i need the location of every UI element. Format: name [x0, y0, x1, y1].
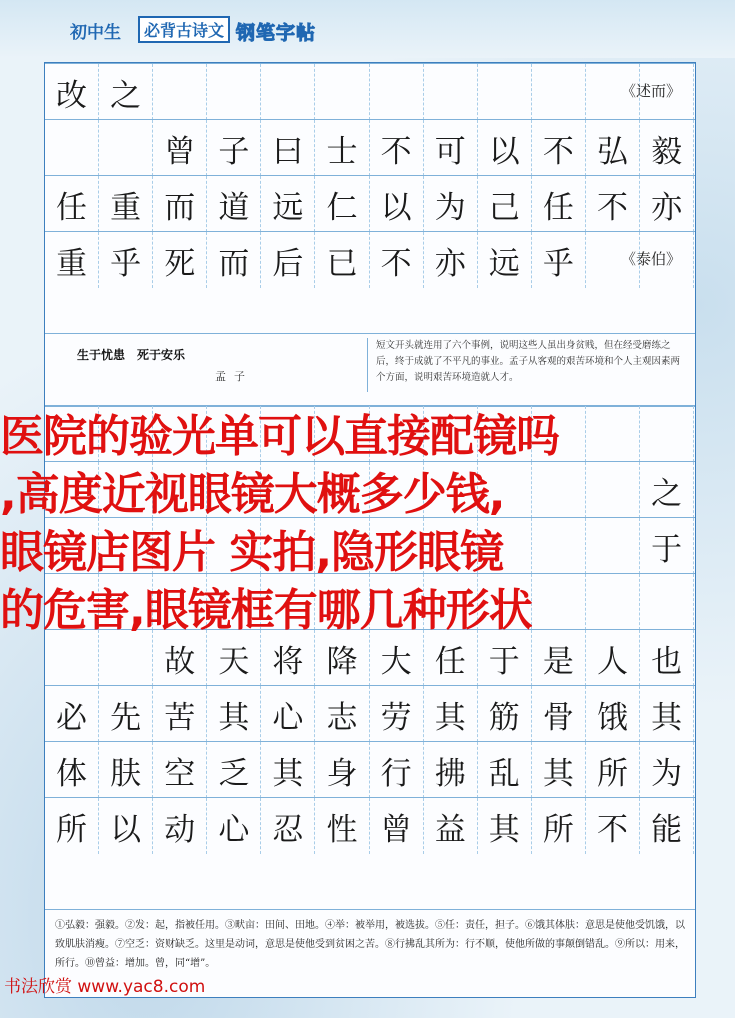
grid-cell: 骨	[532, 686, 586, 742]
grid-cell: 远	[261, 176, 315, 232]
grid-cell: 而	[207, 232, 261, 288]
grid-cell	[315, 64, 369, 120]
grid-cell: 重	[99, 176, 153, 232]
grid-cell: 可	[424, 120, 478, 176]
section-note: 短文开头就连用了六个事例，说明这些人虽出身贫贱，但在经受磨练之后，终于成就了不平凡的事业。孟子从客观的艰苦环境和个人主观因素两个方面，说明艰苦环境造就人才。	[367, 338, 687, 392]
grid-cell: 必	[45, 686, 99, 742]
grid-cell: 空	[153, 742, 207, 798]
watermark: 书法欣赏 www.yac8.com	[4, 977, 206, 997]
grid-cell: 任	[424, 630, 478, 686]
grid-cell: 大	[370, 630, 424, 686]
grid-cell	[532, 64, 586, 120]
grid-cell: 毅	[640, 120, 694, 176]
grid-cell: 所	[45, 798, 99, 854]
rows-row	[45, 231, 695, 288]
footnotes: ①弘毅：强毅。②发：起，指被任用。③畎亩：田间、田地。④举：被举用，被选拔。⑤任：责任，担子。⑥饿其体肤：意思是使他受饥饿，以致肌肤消瘦。⑦空乏：资财缺乏。这里是动词，意思是使他受到贫困之苦。⑧行拂乱其所为：行不顺，使他所做的事颠倒错乱。⑨所以：用来，所行。⑩曾益：增加。曾，同“增”。	[45, 909, 695, 997]
rows2-row	[45, 797, 695, 854]
grid-cell	[370, 64, 424, 120]
grid-cell: 后	[261, 232, 315, 288]
grid-cell: 其	[261, 742, 315, 798]
grid-cell: 仁	[315, 176, 369, 232]
section-header	[45, 333, 695, 407]
grid-cell: 不	[586, 176, 640, 232]
grid-cell: 能	[640, 798, 694, 854]
grid-cell: 也	[640, 630, 694, 686]
grid-cell	[207, 64, 261, 120]
grid-cell: 以	[370, 176, 424, 232]
grid-cell: 于	[478, 630, 532, 686]
grid-cell: 死	[153, 232, 207, 288]
grid-cell: 其	[424, 686, 478, 742]
header-bar	[0, 0, 735, 58]
grid-cell	[478, 64, 532, 120]
header-grade: 初中生	[70, 23, 121, 43]
grid-cell	[45, 120, 99, 176]
grid-cell: 子	[207, 120, 261, 176]
rows2-row	[45, 741, 695, 798]
grid-cell	[99, 120, 153, 176]
overlay-line-1: 医院的验光单可以直接配镜吗	[0, 411, 559, 462]
grid-cell: 是	[532, 630, 586, 686]
grid-cell: 曾	[153, 120, 207, 176]
grid-cell: 改	[45, 64, 99, 120]
grid-cell: 已	[315, 232, 369, 288]
grid-cell: 亦	[424, 232, 478, 288]
grid-cell: 肤	[99, 742, 153, 798]
grid-cell: 不	[370, 120, 424, 176]
header-series: 必背古诗文	[138, 16, 230, 43]
grid-cell: 所	[586, 742, 640, 798]
grid-cell: 亦	[640, 176, 694, 232]
grid-cell: 心	[207, 798, 261, 854]
grid-cell	[261, 64, 315, 120]
grid-cell: 志	[315, 686, 369, 742]
grid-cell: 其	[532, 742, 586, 798]
grid-cell: 忍	[261, 798, 315, 854]
rows-row	[45, 119, 695, 176]
overlay-headline	[0, 408, 735, 640]
grid-cell: 士	[315, 120, 369, 176]
overlay-line-3: 眼镜店图片 实拍,隐形眼镜	[0, 527, 504, 578]
grid-cell: 降	[315, 630, 369, 686]
grid-cell: 以	[478, 120, 532, 176]
rows2-row	[45, 685, 695, 742]
grid-cell: 故	[153, 630, 207, 686]
grid-cell: 道	[207, 176, 261, 232]
grid-cell: 己	[478, 176, 532, 232]
grid-cell: 远	[478, 232, 532, 288]
grid-cell	[153, 64, 207, 120]
source-citation: 《述而》	[620, 82, 681, 100]
grid-cell: 所	[532, 798, 586, 854]
grid-cell: 其	[478, 798, 532, 854]
grid-cell: 行	[370, 742, 424, 798]
grid-cell: 饿	[586, 686, 640, 742]
grid-cell: 天	[207, 630, 261, 686]
grid-cell: 弘	[586, 120, 640, 176]
grid-cell: 为	[640, 742, 694, 798]
grid-cell: 心	[261, 686, 315, 742]
rows-row	[45, 175, 695, 232]
grid-cell: 任	[45, 176, 99, 232]
grid-cell: 任	[532, 176, 586, 232]
grid-cell: 不	[370, 232, 424, 288]
grid-cell: 拂	[424, 742, 478, 798]
grid-cell: 之	[640, 462, 694, 518]
grid-cell: 乱	[478, 742, 532, 798]
grid-cell: 以	[99, 798, 153, 854]
grid-cell: 苦	[153, 686, 207, 742]
header-title: 钢笔字帖	[236, 22, 317, 44]
grid-cell: 其	[207, 686, 261, 742]
rows-row	[45, 63, 695, 120]
grid-cell: 性	[315, 798, 369, 854]
grid-cell: 其	[640, 686, 694, 742]
grid-cell: 为	[424, 176, 478, 232]
grid-cell: 益	[424, 798, 478, 854]
grid-cell: 劳	[370, 686, 424, 742]
grid-cell: 动	[153, 798, 207, 854]
grid-cell: 而	[153, 176, 207, 232]
grid-cell: 曾	[370, 798, 424, 854]
grid-cell: 于	[640, 518, 694, 574]
grid-cell: 乏	[207, 742, 261, 798]
grid-cell: 将	[261, 630, 315, 686]
grid-cell	[424, 64, 478, 120]
grid-cell: 乎	[99, 232, 153, 288]
overlay-line-4: 的危害,眼镜框有哪几种形状	[0, 585, 532, 636]
grid-cell: 人	[586, 630, 640, 686]
grid-cell: 筋	[478, 686, 532, 742]
overlay-line-2: ,高度近视眼镜大概多少钱,	[0, 469, 505, 520]
section-title: 生于忧患 死于安乐	[77, 348, 186, 362]
grid-cell: 先	[99, 686, 153, 742]
section-author: 孟子	[215, 370, 253, 383]
grid-cell: 体	[45, 742, 99, 798]
grid-cell: 重	[45, 232, 99, 288]
grid-cell: 身	[315, 742, 369, 798]
grid-cell: 曰	[261, 120, 315, 176]
source-citation: 《泰伯》	[620, 250, 681, 268]
grid-cell: 不	[532, 120, 586, 176]
grid-cell: 之	[99, 64, 153, 120]
grid-cell: 不	[586, 798, 640, 854]
grid-cell: 乎	[532, 232, 586, 288]
